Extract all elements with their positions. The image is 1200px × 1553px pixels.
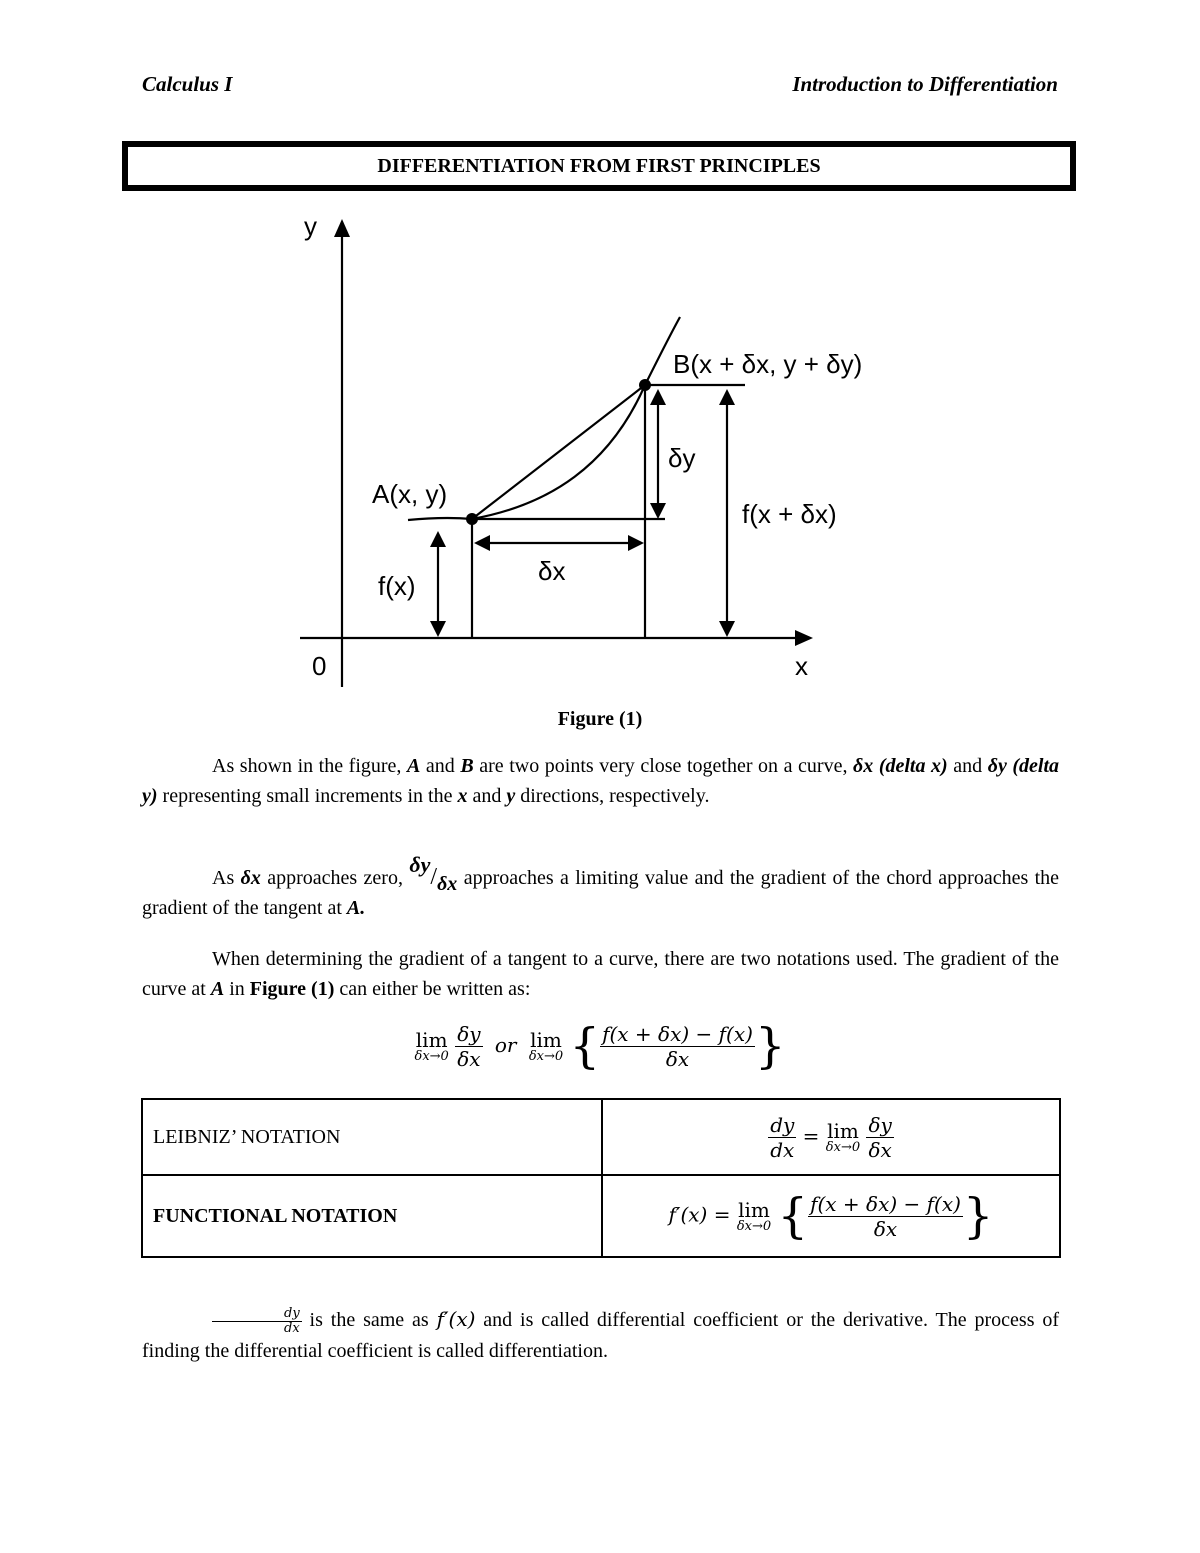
table-row <box>142 1099 1060 1175</box>
functional-formula: f′(x) = lim δx→0 { $\frac{f(x + \delta x) - f(x)}{\delta x}$ } <box>602 1175 1060 1257</box>
y-axis-label: y <box>304 211 317 241</box>
leibniz-label: LEIBNIZ’ NOTATION <box>142 1099 602 1175</box>
table-row <box>142 1175 1060 1257</box>
origin-label: 0 <box>312 651 327 681</box>
point-a-label: A(x, y) <box>372 479 448 509</box>
point-a-dot <box>466 513 478 525</box>
paragraph-3: When determining the gradient of a tangent to a curve, there are two notations used. The gradient of the curve at A in Figure (1) can either be written as: <box>142 948 1059 1000</box>
header-right: Introduction to Differentiation <box>792 72 1058 96</box>
fx-label: f(x) <box>378 571 416 601</box>
section-title: DIFFERENTIATION FROM FIRST PRINCIPLES <box>122 141 1076 191</box>
header-left: Calculus I <box>142 72 233 96</box>
figure-caption: Figure (1) <box>557 708 643 730</box>
tangent-figure <box>290 205 930 705</box>
chord <box>472 385 645 519</box>
fx-dx-label: f(x + δx) <box>742 499 837 529</box>
curve <box>408 317 680 520</box>
x-axis-arrowhead <box>795 630 813 646</box>
notation-table <box>141 1098 1061 1258</box>
paragraph-1: As shown in the figure, A and B are two points very close together on a curve, δx (delta x) and δy (delta y) representing small increments in the x and y directions, respectively. <box>142 755 1060 807</box>
x-axis-label: x <box>795 651 808 681</box>
delta-y-label: δy <box>668 443 696 473</box>
paragraph-4: $\frac{dy}{dx}$ is the same as f′(x) and is called differential coefficient or the derivative. The process of finding the differential coefficient is called differentiation. <box>142 1305 1060 1363</box>
limit-formula: lim δx→0 $\frac{\delta y}{\delta x}$ or lim δx→0 { $\frac{f(x + \delta x) - f(x)}{\delta x}$ } <box>414 1018 786 1074</box>
paragraph-2: As δx approaches zero, δy/δx approaches a limiting value and the gradient of the chord approaches the gradient of the tangent at A. <box>142 852 1060 919</box>
leibniz-formula: $\frac{dy}{dx}$ = lim δx→0 $\frac{\delta y}{\delta x}$ <box>602 1099 1060 1175</box>
functional-label: FUNCTIONAL NOTATION <box>142 1175 602 1257</box>
delta-x-label: δx <box>538 556 566 586</box>
point-b-label: B(x + δx, y + δy) <box>673 349 863 379</box>
point-b-dot <box>639 379 651 391</box>
y-axis-arrowhead <box>334 219 350 237</box>
